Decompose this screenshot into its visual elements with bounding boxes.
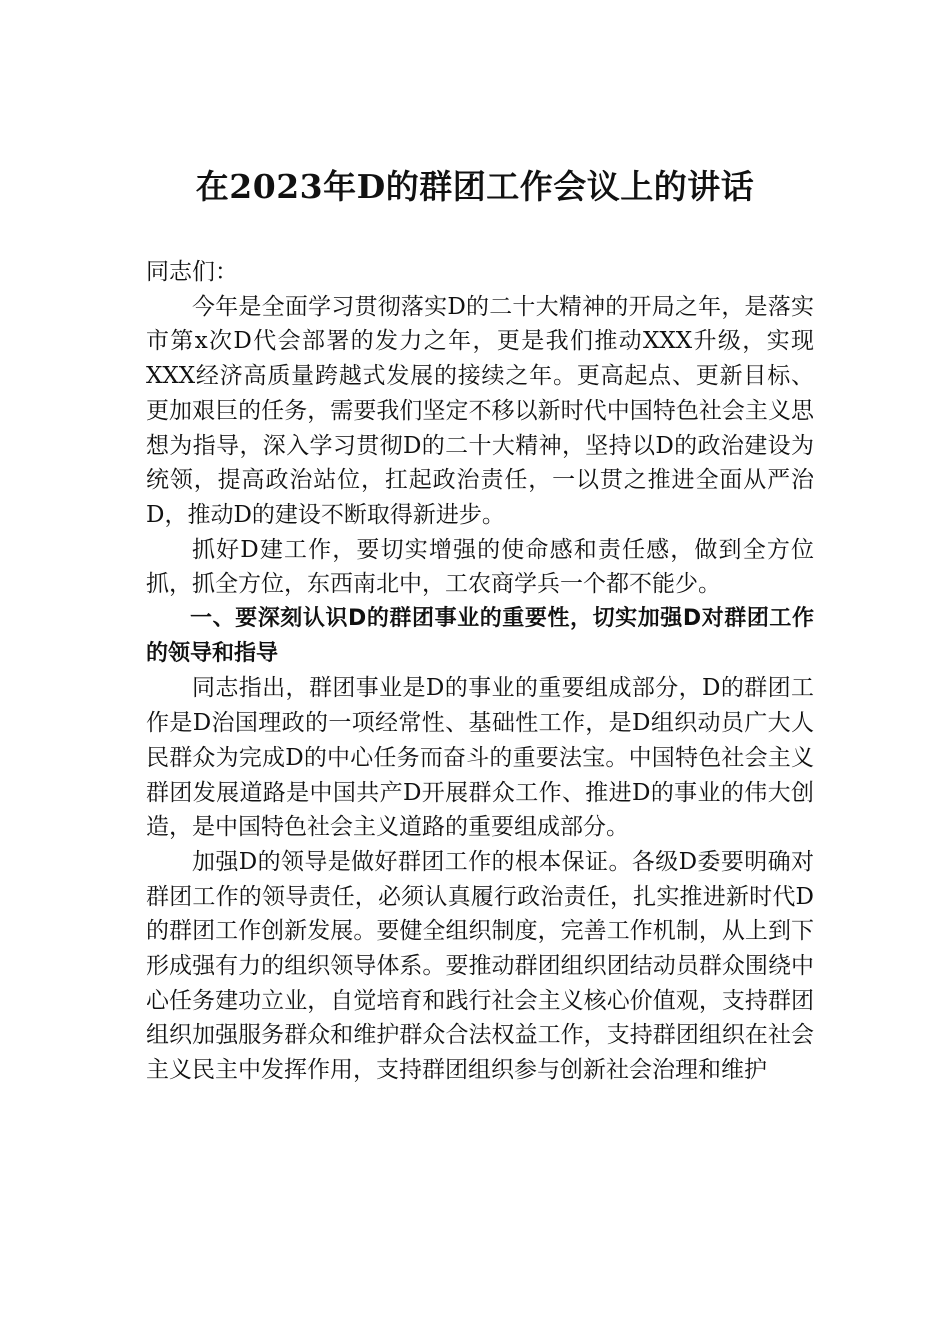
paragraph-section1-leadership: 加强D的领导是做好群团工作的根本保证。各级D委要明确对群团工作的领导责任，必须认真履行政治责任，扎实推进新时代D的群团工作创新发展。要健全组织制度，完善工作机制，从上到下形成强有力的组织领导体系。要推动群团组织团结动员群众围绕中心任务建功立业，自觉培育和践行社会主义核心价值观，支持群团组织加强服务群众和维护群众合法权益工作，支持群团组织在社会主义民主中发挥作用，支持群团组织参与创新社会治理和维护 [146,848,814,1084]
paragraph-section1-intro: 同志指出，群团事业是D的事业的重要组成部分，D的群团工作是D治国理政的一项经常性、基础性工作，是D组织动员广大人民群众为完成D的中心任务而奋斗的重要法宝。中国特色社会主义群团发展道路是中国共产D开展群众工作、推进D的事业的伟大创造，是中国特色社会主义道路的重要组成部分。 [146,675,814,841]
salutation: 同志们： [146,259,238,285]
document-title: 在2023年D的群团工作会议上的讲话 [195,167,755,206]
section-heading-1: 一、要深刻认识D的群团事业的重要性，切实加强D对群团工作的领导和指导 [146,606,814,666]
paragraph-party-building: 抓好D建工作，要切实增强的使命感和责任感，做到全方位抓，抓全方位，东西南北中，工农商学兵一个都不能少。 [146,536,814,598]
document-body [146,255,814,1088]
paragraph-opening: 今年是全面学习贯彻落实D的二十大精神的开局之年，是落实市第x次D代会部署的发力之年，更是我们推动XXX升级，实现XXX经济高质量跨越式发展的接续之年。更高起点、更新目标、更加艰巨的任务，需要我们坚定不移以新时代中国特色社会主义思想为指导，深入学习贯彻D的二十大精神，坚持以D的政治建设为统领，提高政治站位，扛起政治责任，一以贯之推进全面从严治D，推动D的建设不断取得新进步。 [146,293,814,528]
